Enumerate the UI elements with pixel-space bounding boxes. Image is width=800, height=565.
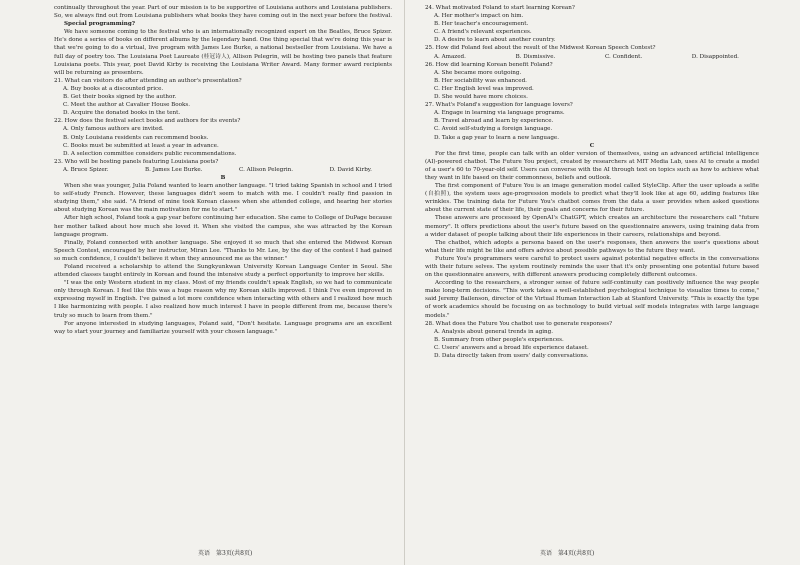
options-row [425,53,759,61]
option: C. A friend's relevant experiences. [434,29,532,36]
option: D. A desire to learn about another country. [434,37,556,44]
question-21: 21. What can visitors do after attending an author's presentation? [54,77,242,84]
paragraph: We have someone coming to the festival who is an internationally recognized expert on the Beatles, Bruce Spizer. He's done a series of books on different albums by the legendary band. One thing special that we're doing this year is that we're going to do a virtual, live program with James Lee Burke, a national bestseller from Louisiana. We have a full day of poetry too. The Louisiana Poet Laureate (桂冠诗人), Allison Pelegrin, will be hosting two panels that feature Louisiana poets. This year, poet David Kirby is receiving the Louisiana Writer Award. Many former award recipients will be returning as presenters. [54,29,392,76]
option: A. Bruce Spizer. [63,166,109,173]
option: B. Her sociability was enhanced. [434,77,527,84]
option: C. Confident. [604,53,643,60]
option: D. She would have more choices. [434,94,528,101]
option: C. Books must be submitted at least a year in advance. [63,142,219,149]
page-4-column [425,4,759,534]
passage-a-tail: continually throughout the year. Part of our mission is to be supportive of Louisiana authors and Louisiana publishers. So, we always find out from Louisiana publishers what books they have coming out in the next year before the festival. [54,5,392,20]
page-footer-3: 英语 第3页(共8页) [198,550,253,557]
paragraph: The chatbot, which adopts a persona based on the user's responses, then answers the user's questions about what their life might be like and offers advice about possible pathways to the future they want. [425,239,759,254]
option: A. Only famous authors are invited. [63,126,164,133]
question-26: 26. How did learning Korean benefit Foland? [425,61,553,68]
paragraph: These answers are processed by OpenAI's ChatGPT, which creates an architecture the researchers call "future memory". It offers predictions about the user's future based on the questionnaire answers, using training data from a wider dataset of people talking about their life experiences in their careers, relationships and beyond. [425,215,759,238]
paragraph: After high school, Foland took a gap year before continuing her education. She came to College of DuPage because her mother talked about how much she loved it. When she visited the campus, she was attracted by the Korean language program. [54,215,392,238]
paragraph: Foland received a scholarship to attend the Sungkyunkwan University Korean Language Center in Seoul. She attended classes taught entirely in Korean and found the intensive study a perfect opportunity to improve her skills. [54,264,392,279]
option: B. Summary from other people's experiences. [434,336,564,343]
page-footer-4: 英语 第4页(共8页) [540,550,595,557]
option: A. Engage in learning via language programs. [434,110,565,117]
paragraph: The first component of Future You is an image generation model called StyleClip. After the user uploads a selfie (自拍照), the system uses age-progression models to predict what they'll look like at age 60, adding features like wrinkles. The training data for Future You's chatbot comes from the data a user provides when asked questions about the current state of their life, their goals and concerns for their future. [425,183,759,214]
paragraph: According to the researchers, a stronger sense of future self-continuity can positively influence the way people make long-term decisions. "This work takes a well-established psychological technique to visualize times to come," said Jeremy Bailenson, director of the Virtual Human Interaction Lab at Stanford University. "This is exactly the type of work academics should be focusing on as technology to build virtual self models integrates with large language models." [425,280,759,319]
option: B. Travel abroad and learn by experience. [434,118,554,125]
options-row [54,166,392,174]
page-fold [404,0,405,565]
option: B. Only Louisiana residents can recommend books. [63,134,209,141]
question-25: 25. How did Foland feel about the result of the Midwest Korean Speech Contest? [425,45,656,52]
option: D. Disappointed. [691,53,739,60]
option: A. She became more outgoing. [434,69,522,76]
paragraph: "I was the only Western student in my class. Most of my friends couldn't speak English, so we had to communicate only through Korean. I feel like this was a huge reason why my Korean skills improved. I think I've even improved in expressing myself in English. I've gained a lot more confidence when interacting with others and I realized how much I like harmonizing with people. I also realized how much interest I have in people different from me, because there's truly so much to learn from them." [54,280,392,319]
option: B. James Lee Burke. [145,166,203,173]
question-23: 23. Who will be hosting panels featuring Louisiana poets? [54,158,219,165]
question-27: 27. What's Foland's suggestion for language lovers? [425,102,573,109]
paragraph: For anyone interested in studying languages, Foland said, "Don't hesitate. Language programs are an excellent way to start your journey and familiarize yourself with your chosen language." [54,320,392,335]
option: A. Analysis about general trends in aging. [434,328,554,335]
paragraph: Finally, Foland connected with another language. She enjoyed it so much that she entered the Midwest Korean Speech Contest, encouraged by her instructor, Miran Lee. "Thanks to Mr. Lee, by the day of the contest I had gained so much confidence, I couldn't believe it when they announced me as the winner." [54,239,392,262]
option: A. Her mother's impact on him. [434,13,524,20]
option: C. Meet the author at Cavalier House Books. [63,102,191,109]
paragraph: For the first time, people can talk with an older version of themselves, using an advanced artificial intelligence (AI)-powered chatbot. The Future You project, created by researchers at MIT Media Lab, uses AI to create a model of a user's 60 to 70-year-old self. Users can converse with the AI through text on topics such as how to achieve what they want in life based on their commonness, beliefs and outlook. [425,150,759,181]
option: D. Acquire the donated books in the tent. [63,110,181,117]
paragraph: When she was younger, Julia Foland wanted to learn another language. "I tried taking Spanish in school and I tried to self-study French. However, these languages didn't seem to match with me. I couldn't really find passion in studying them," she said. "A friend of mine took Korean classes when she attended college, and hearing her stories about studying Korean was the main motivation for me to start." [54,183,392,214]
page-3-column [54,4,392,534]
option: C. Users' answers and a broad life experience dataset. [434,344,589,351]
option: D. Take a gap year to learn a new language. [434,134,559,141]
option: B. Her teacher's encouragement. [434,21,529,28]
question-22: 22. How does the festival select books and authors for its events? [54,118,241,125]
section-c-heading: C [589,142,595,149]
subheading: Special programming? [64,21,136,28]
option: C. Her English level was improved. [434,85,534,92]
option: D. David Kirby. [329,166,372,173]
option: A. Amazed. [434,53,466,60]
option: A. Buy books at a discounted price. [63,85,164,92]
section-b-heading: B [220,174,226,181]
question-24: 24. What motivated Foland to start learning Korean? [425,5,575,11]
option: D. A selection committee considers public recommendations. [63,150,237,157]
option: B. Dismissive. [515,53,556,60]
question-28: 28. What does the Future You chatbot use to generate responses? [425,320,613,327]
option: D. Data directly taken from users' daily conversations. [434,353,589,360]
option: C. Allison Pelegrin. [239,166,294,173]
option: B. Get their books signed by the author. [63,94,177,101]
paragraph: Future You's programmers were careful to protect users against potential negative effects in the conversations with their future selves. The system routinely reminds the user that it's only presenting one potential future based on the questionnaire answers, with different answers producing completely different outcomes. [425,255,759,279]
option: C. Avoid self-studying a foreign language. [434,126,553,133]
